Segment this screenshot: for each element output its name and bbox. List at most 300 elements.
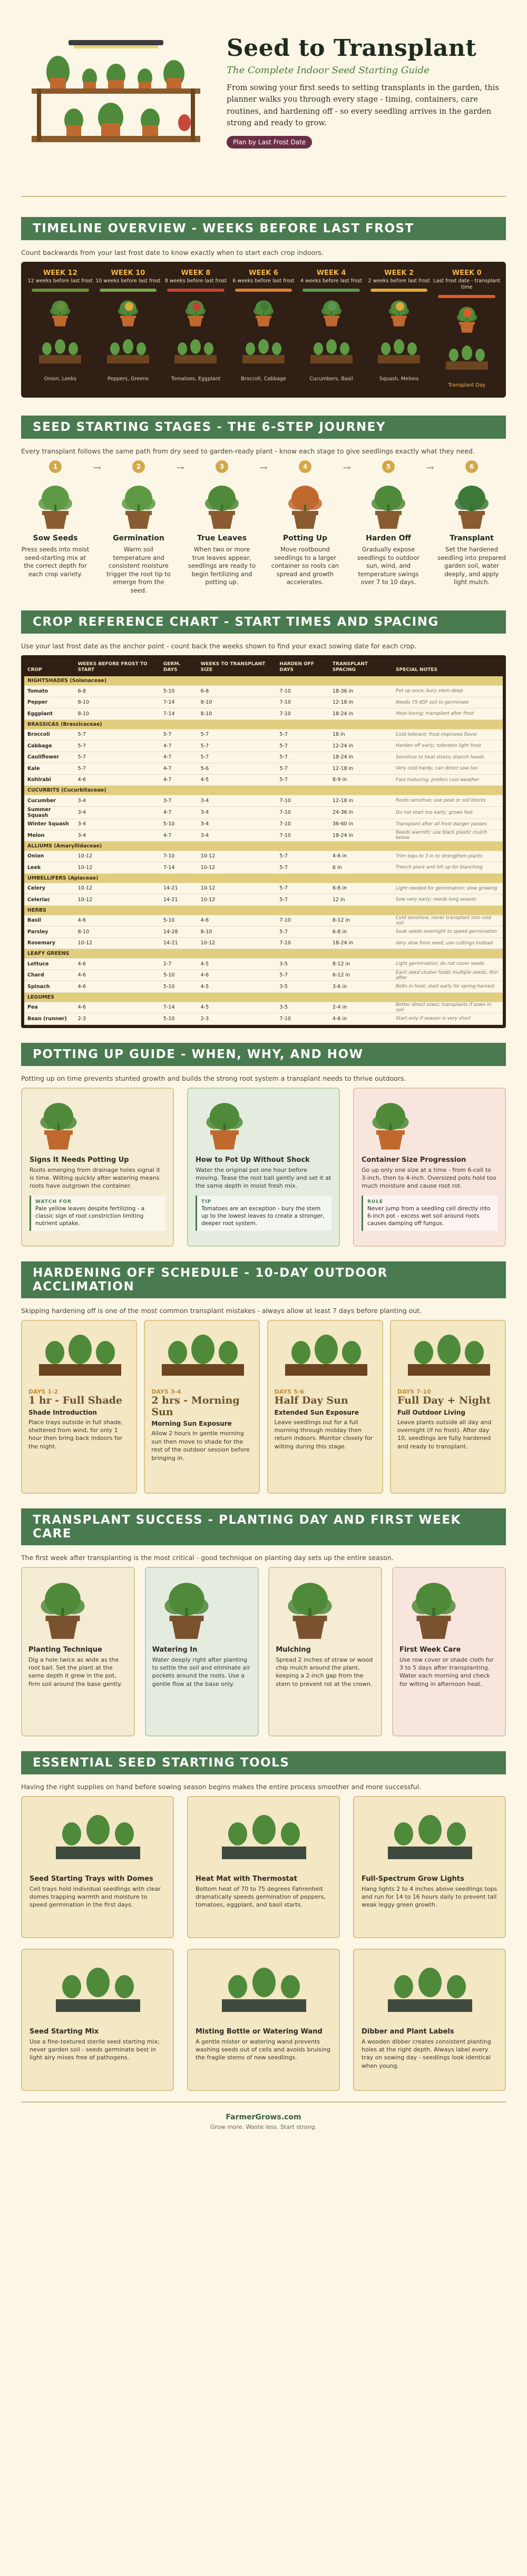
crop-value: 10-12 bbox=[198, 894, 277, 906]
transplant-card bbox=[21, 1567, 135, 1736]
crop-value: 8-12 in bbox=[329, 959, 393, 970]
crop-value: 7-10 bbox=[276, 806, 329, 818]
hardening-text: Leave plants outside all day and overnight (if no frost). After day 10, seedlings are fully hardened and ready to transplant. bbox=[397, 1418, 492, 1450]
crop-value: 5-6 bbox=[198, 763, 277, 775]
crop-value: 5-7 bbox=[276, 741, 329, 752]
arrow-icon: → bbox=[343, 462, 351, 473]
crop-note: Needs 75-85F soil to germinate bbox=[393, 697, 503, 708]
crop-row bbox=[24, 806, 503, 818]
crop-value: 6-8 in bbox=[329, 926, 393, 938]
crop-note: Pot up once; bury stem deep bbox=[393, 686, 503, 697]
crop-value: 5-7 bbox=[276, 894, 329, 906]
crop-value: 3-5 bbox=[276, 1002, 329, 1013]
crop-group-name: HERBS bbox=[24, 905, 503, 915]
timeline-week bbox=[433, 269, 501, 392]
hero-illustration bbox=[21, 25, 211, 157]
crop-fruit-icon bbox=[57, 302, 65, 311]
crop-name: Leek bbox=[24, 862, 75, 874]
crop-value: 18-24 in bbox=[329, 708, 393, 720]
hardening-stage: Full Outdoor Living bbox=[397, 1408, 466, 1416]
hardening-cards bbox=[21, 1320, 506, 1494]
dibber-labels-icon bbox=[362, 1955, 499, 2024]
crop-note: Roots sensitive; use peat or soil blocks bbox=[393, 795, 503, 807]
crop-name: Parsley bbox=[24, 926, 75, 938]
crop-value: 5-10 bbox=[160, 981, 198, 993]
card-illustration bbox=[397, 1326, 499, 1384]
crop-row bbox=[24, 970, 503, 981]
stage-number: 2 bbox=[132, 460, 145, 473]
crop-value: 2-7 bbox=[160, 959, 198, 970]
crop-value: 8-10 bbox=[198, 926, 277, 938]
stage-illustration bbox=[104, 478, 173, 531]
crop-value: 5-10 bbox=[160, 818, 198, 830]
crop-value: 3-4 bbox=[198, 830, 277, 842]
crop-value: 4-5 bbox=[198, 1002, 277, 1013]
garden-plant-icon bbox=[399, 1573, 468, 1642]
hardening-days: DAYS 3-4 bbox=[151, 1388, 181, 1395]
card-text: Hang lights 2 to 4 inches above seedlings tops and run for 14 to 16 hours daily to prevent tall weak leggy green growth. bbox=[362, 1885, 497, 1909]
crop-group-row bbox=[24, 992, 503, 1002]
seed-tray-icon bbox=[162, 339, 230, 371]
crop-value: 5-7 bbox=[276, 774, 329, 786]
crop-value: 5-7 bbox=[75, 729, 160, 741]
crop-value: 5-10 bbox=[160, 915, 198, 926]
timeline-crop: Tomatoes, Eggplant bbox=[171, 376, 221, 382]
crop-heading: CROP REFERENCE CHART - START TIMES AND SPACING bbox=[21, 610, 506, 634]
card-title: Signs It Needs Potting Up bbox=[30, 1156, 129, 1164]
crop-value: 5-7 bbox=[75, 752, 160, 763]
seedling-icon bbox=[365, 296, 433, 333]
stage-card bbox=[437, 460, 506, 595]
seedling-icon bbox=[162, 296, 230, 333]
timeline-week-label: WEEK 8 bbox=[181, 269, 211, 277]
card-text: Use row cover or shade cloth for 3 to 5 days after transplanting. Water each morning and check for wilting in afternoon heat. bbox=[399, 1656, 494, 1687]
tray-icon bbox=[172, 339, 219, 366]
crop-column-header: WEEKS TO TRANSPLANT SIZE bbox=[198, 658, 277, 676]
card-text: A wooden dibber creates consistent planting holes at the right depth. Always label every tray on sowing day - seedlings look identical when young. bbox=[362, 2038, 491, 2069]
crop-group-name: NIGHTSHADES (Solanaceae) bbox=[24, 676, 503, 686]
crop-name: Onion bbox=[24, 851, 75, 862]
stage-card bbox=[104, 460, 173, 595]
timeline-week-bar bbox=[370, 289, 428, 292]
crop-row bbox=[24, 1002, 503, 1013]
potted-plant-icon bbox=[30, 1095, 87, 1152]
crop-value: 8-10 bbox=[75, 926, 160, 938]
crop-value: 2-3 bbox=[75, 1013, 160, 1025]
card-text: Roots emerging from drainage holes signal it is time. Wilting quickly after watering means roots have outgrown the container. bbox=[30, 1166, 160, 1190]
card-title: Seed Starting Mix bbox=[30, 2027, 99, 2036]
crop-name: Eggplant bbox=[24, 708, 75, 720]
crop-name: Lettuce bbox=[24, 959, 75, 970]
crop-value: 5-7 bbox=[276, 862, 329, 874]
crop-group-name: LEGUMES bbox=[24, 992, 503, 1002]
timeline-panel bbox=[21, 262, 506, 398]
timeline-week-label: WEEK 6 bbox=[249, 269, 278, 277]
stage-illustration bbox=[437, 478, 506, 531]
card-title: Watering In bbox=[152, 1645, 198, 1654]
crop-value: 4-5 bbox=[198, 774, 277, 786]
card-illustration bbox=[30, 1095, 165, 1152]
crop-value: 10-12 bbox=[198, 883, 277, 894]
hardening-card bbox=[390, 1320, 506, 1494]
divider bbox=[21, 196, 506, 197]
card-title: Planting Technique bbox=[28, 1645, 102, 1654]
crop-value: 5-10 bbox=[160, 1013, 198, 1025]
crop-note: Cold tolerant; frost improves flavor bbox=[393, 729, 503, 741]
crop-value: 5-7 bbox=[198, 729, 277, 741]
crop-name: Melon bbox=[24, 830, 75, 842]
crop-value: 10-12 bbox=[75, 937, 160, 949]
timeline-week-label: WEEK 0 bbox=[452, 269, 482, 277]
stage-number: 6 bbox=[465, 460, 478, 473]
crop-value: 3-4 bbox=[198, 818, 277, 830]
crop-value: 10-12 bbox=[75, 851, 160, 862]
crop-name: Chard bbox=[24, 970, 75, 981]
stage-title: Transplant bbox=[450, 534, 494, 542]
stages-row bbox=[21, 460, 506, 595]
seedling-tray-icon bbox=[151, 1326, 255, 1384]
card-illustration bbox=[28, 1573, 128, 1642]
footer-brand: FarmerGrows.com bbox=[226, 2113, 301, 2121]
crop-note: Sensitive to heat stress; blanch heads bbox=[393, 752, 503, 763]
card-text: Cell trays hold individual seedlings with clear domes trapping warmth and moisture to speed germination in the first days. bbox=[30, 1885, 161, 1909]
seed-tray-icon bbox=[365, 339, 433, 371]
tray-icon bbox=[36, 339, 84, 366]
hardening-duration: Full Day + Night bbox=[397, 1394, 491, 1406]
crop-value: 14-21 bbox=[160, 937, 198, 949]
stage-plant-icon bbox=[445, 478, 498, 531]
crop-value: 7-14 bbox=[160, 1002, 198, 1013]
crop-value: 4-7 bbox=[160, 830, 198, 842]
stage-number: 4 bbox=[299, 460, 311, 473]
card-illustration bbox=[152, 1573, 251, 1642]
crop-row bbox=[24, 959, 503, 970]
crop-value: 12-18 in bbox=[329, 697, 393, 708]
card-illustration bbox=[362, 1095, 497, 1152]
timeline-week-desc: Last frost date - transplant time bbox=[433, 278, 501, 290]
crop-value: 10-12 bbox=[198, 937, 277, 949]
crop-table-frame bbox=[21, 655, 506, 1028]
arrow-icon: → bbox=[426, 462, 434, 473]
timeline-crop: Broccoli, Cabbage bbox=[241, 376, 286, 382]
crop-value: 14-21 bbox=[160, 894, 198, 906]
crop-value: 4-7 bbox=[160, 752, 198, 763]
crop-note: Cold sensitive; never transplant into cold soil bbox=[393, 915, 503, 926]
tool-card bbox=[187, 1796, 340, 1938]
crop-name: Basil bbox=[24, 915, 75, 926]
tool-illustration bbox=[362, 1802, 497, 1871]
crop-note: Very slow from seed; use cuttings instead bbox=[393, 937, 503, 949]
misting-bottle-icon bbox=[196, 1955, 333, 2024]
crop-row bbox=[24, 981, 503, 993]
crop-value: 18-24 in bbox=[329, 937, 393, 949]
crop-value: 4-6 bbox=[198, 970, 277, 981]
stage-card bbox=[188, 460, 256, 595]
stages-heading: SEED STARTING STAGES - THE 6-STEP JOURNEY bbox=[21, 416, 506, 439]
stage-text: Warm soil temperature and consistent moisture trigger the root tip to emerge from the seed. bbox=[106, 546, 171, 594]
crop-group-row bbox=[24, 905, 503, 915]
tool-illustration bbox=[196, 1955, 331, 2024]
page-subtitle: The Complete Indoor Seed Starting Guide bbox=[227, 65, 430, 76]
seedling-pot-icon bbox=[316, 296, 347, 328]
seedling-icon bbox=[297, 296, 365, 333]
hardening-heading: HARDENING OFF SCHEDULE - 10-DAY OUTDOOR ACCLIMATION bbox=[21, 1261, 506, 1298]
hardening-text: Allow 2 hours in gentle morning sun then move to shade for the rest of the outdoor session before bringing in. bbox=[151, 1430, 250, 1462]
hardening-days: DAYS 1-2 bbox=[28, 1388, 58, 1395]
stage-number: 5 bbox=[382, 460, 395, 473]
crop-group-row bbox=[24, 676, 503, 686]
stage-plant-icon bbox=[112, 478, 165, 531]
crop-value: 4-6 bbox=[75, 774, 160, 786]
card-title: Container Size Progression bbox=[362, 1156, 466, 1164]
transplant-cards bbox=[21, 1567, 506, 1736]
seed-mix-bag-icon bbox=[30, 1955, 167, 2024]
crop-value: 4-5 bbox=[198, 959, 277, 970]
stage-title: Potting Up bbox=[282, 534, 328, 542]
stage-title: Sow Seeds bbox=[33, 534, 78, 542]
crop-row bbox=[24, 774, 503, 786]
timeline-week bbox=[230, 269, 298, 392]
crop-fruit-icon bbox=[192, 302, 201, 311]
timeline-intro: Count backwards from your last frost date to know exactly when to start each crop indoors. bbox=[21, 249, 324, 256]
crop-name: Cucumber bbox=[24, 795, 75, 807]
tip-text: Never jump from a seedling cell directly into 6-inch pot - excess wet soil around roots causes damping off fungus. bbox=[367, 1206, 491, 1227]
timeline-week-desc: 8 weeks before last frost bbox=[164, 278, 227, 284]
transplant-card bbox=[268, 1567, 382, 1736]
crop-value: 8-9 in bbox=[329, 774, 393, 786]
timeline-week-bar bbox=[438, 295, 495, 298]
stage-illustration bbox=[188, 478, 256, 531]
potted-plant-icon bbox=[362, 1095, 419, 1152]
tool-card bbox=[353, 1796, 506, 1938]
crop-value: 7-10 bbox=[276, 915, 329, 926]
timeline-week-bar bbox=[32, 289, 89, 292]
crop-name: Bean (runner) bbox=[24, 1013, 75, 1025]
crop-value: 3-4 bbox=[198, 806, 277, 818]
crop-note: Harden off early; tolerates light frost bbox=[393, 741, 503, 752]
crop-note: Better direct sown; transplants if sown in soil bbox=[393, 1002, 503, 1013]
tool-card bbox=[187, 1949, 340, 2091]
crop-column-header: WEEKS BEFORE FROST TO START bbox=[75, 658, 160, 676]
crop-value: 3-4 bbox=[198, 795, 277, 807]
crop-name: Summer Squash bbox=[24, 806, 75, 818]
card-title: Heat Mat with Thermostat bbox=[196, 1874, 297, 1883]
crop-value: 7-14 bbox=[160, 862, 198, 874]
seed-tray-icon bbox=[297, 339, 365, 371]
crop-row bbox=[24, 1013, 503, 1025]
crop-value: 10-12 bbox=[75, 883, 160, 894]
timeline-crop: Onion, Leeks bbox=[44, 376, 76, 382]
stage-illustration bbox=[354, 478, 423, 531]
tool-illustration bbox=[362, 1955, 497, 2024]
potted-plant-icon bbox=[196, 1095, 253, 1152]
card-text: Go up only one size at a time - from 6-cell to 3-inch, then to 4-inch. Oversized pots hold too much moisture and cause root rot. bbox=[362, 1166, 496, 1190]
stage-text: Press seeds into moist seed-starting mix at the correct depth for each crop variety. bbox=[21, 546, 90, 578]
crop-value: 7-10 bbox=[276, 795, 329, 807]
crop-note: Heat-loving; transplant after frost bbox=[393, 708, 503, 720]
stage-number: 1 bbox=[49, 460, 62, 473]
stage-illustration bbox=[271, 478, 339, 531]
crop-value: 3-6 in bbox=[329, 981, 393, 993]
crop-row bbox=[24, 883, 503, 894]
timeline-week-bar bbox=[100, 289, 157, 292]
timeline-crop: Transplant Day bbox=[448, 382, 486, 388]
crop-name: Celery bbox=[24, 883, 75, 894]
stage-text: Set the hardened seedling into prepared garden soil, water deeply, and apply light mulch. bbox=[437, 546, 506, 586]
tray-icon bbox=[375, 339, 423, 366]
footer-divider bbox=[21, 2101, 506, 2103]
crop-row bbox=[24, 697, 503, 708]
hardening-days: DAYS 7-10 bbox=[397, 1388, 431, 1395]
timeline-week bbox=[365, 269, 433, 392]
stage-title: Germination bbox=[113, 534, 164, 542]
crop-row bbox=[24, 937, 503, 949]
hardening-days: DAYS 5-6 bbox=[274, 1388, 304, 1395]
crop-value: 5-7 bbox=[276, 883, 329, 894]
timeline-week-desc: 10 weeks before last frost bbox=[95, 278, 161, 284]
transplant-card bbox=[145, 1567, 259, 1736]
hardening-card bbox=[267, 1320, 383, 1494]
stage-number: 3 bbox=[216, 460, 228, 473]
crop-value: 5-7 bbox=[276, 970, 329, 981]
tool-card bbox=[21, 1796, 174, 1938]
crop-value: 5-10 bbox=[160, 686, 198, 697]
transplant-card bbox=[392, 1567, 506, 1736]
tip-box bbox=[30, 1196, 165, 1231]
crop-group-name: LEAFY GREENS bbox=[24, 949, 503, 959]
crop-group-row bbox=[24, 719, 503, 729]
crop-value: 3-5 bbox=[276, 959, 329, 970]
seed-tray-icon bbox=[26, 339, 94, 371]
crop-value: 14-21 bbox=[160, 883, 198, 894]
grow-light-icon bbox=[362, 1802, 499, 1871]
transplant-heading: TRANSPLANT SUCCESS - PLANTING DAY AND FIRST WEEK CARE bbox=[21, 1508, 506, 1545]
crop-value: 4-6 bbox=[198, 915, 277, 926]
garden-plant-icon bbox=[152, 1573, 221, 1642]
crop-intro: Use your last frost date as the anchor point - count back the weeks shown to find your exact sowing date for each crop. bbox=[21, 642, 417, 650]
card-illustration bbox=[28, 1326, 130, 1384]
timeline-week bbox=[162, 269, 230, 392]
stage-text: Move rootbound seedlings to a larger container so roots can spread and growth accelerates. bbox=[271, 546, 339, 586]
crop-value: 4-5 bbox=[198, 981, 277, 993]
card-title: How to Pot Up Without Shock bbox=[196, 1156, 310, 1164]
crop-note: Fast maturing; prefers cool weather bbox=[393, 774, 503, 786]
card-illustration bbox=[399, 1573, 499, 1642]
tip-text: Tomatoes are an exception - bury the stem up to the lowest leaves to create a stronger, deeper root system. bbox=[201, 1206, 325, 1227]
crop-value: 5-7 bbox=[276, 752, 329, 763]
hardening-intro: Skipping hardening off is one of the most common transplant mistakes - always allow at least 7 days before planting out. bbox=[21, 1306, 422, 1315]
tools-intro: Having the right supplies on hand before sowing season begins makes the entire process smoother and more successful. bbox=[21, 1782, 422, 1791]
crop-value: 8-10 bbox=[75, 697, 160, 708]
crop-name: Spinach bbox=[24, 981, 75, 993]
crop-name: Rosemary bbox=[24, 937, 75, 949]
seedling-icon bbox=[94, 296, 162, 333]
footer-tagline: Grow more. Waste less. Start strong. bbox=[210, 2123, 317, 2130]
frost-date-badge: Plan by Last Frost Date bbox=[227, 136, 312, 149]
crop-value: 4-7 bbox=[160, 763, 198, 775]
crop-value: 18-24 in bbox=[329, 752, 393, 763]
crop-value: 8-10 bbox=[75, 708, 160, 720]
crop-row bbox=[24, 926, 503, 938]
crop-value: 3-4 bbox=[75, 818, 160, 830]
crop-group-name: BRASSICAS (Brassicaceae) bbox=[24, 719, 503, 729]
arrow-icon: → bbox=[176, 462, 184, 473]
potting-cards bbox=[21, 1088, 506, 1247]
crop-value: 3-4 bbox=[75, 795, 160, 807]
crop-note: Soak seeds overnight to speed germination bbox=[393, 926, 503, 938]
timeline-week-desc: 12 weeks before last frost bbox=[27, 278, 93, 284]
seedling-pot-icon bbox=[112, 296, 144, 328]
hardening-stage: Shade Introduction bbox=[28, 1408, 97, 1416]
crop-value: 4-6 bbox=[75, 915, 160, 926]
crop-row bbox=[24, 862, 503, 874]
crop-group-name: CUCURBITS (Cucurbitaceae) bbox=[24, 786, 503, 795]
seed-tray-dome-icon bbox=[30, 1802, 167, 1871]
card-text: Spread 2 inches of straw or wood chip mulch around the plant, keeping a 2-inch gap from the stem to prevent rot at the crown. bbox=[276, 1656, 373, 1687]
card-illustration bbox=[196, 1095, 331, 1152]
crop-value: 7-10 bbox=[276, 686, 329, 697]
crop-note: Start only if season is very short bbox=[393, 1013, 503, 1025]
crop-value: 12-18 in bbox=[329, 763, 393, 775]
card-title: Mulching bbox=[276, 1645, 311, 1654]
seedling-icon bbox=[433, 302, 501, 339]
stage-plant-icon bbox=[279, 478, 331, 531]
tool-illustration bbox=[30, 1802, 165, 1871]
footer bbox=[21, 2113, 506, 2130]
tray-icon bbox=[240, 339, 287, 366]
crop-row bbox=[24, 894, 503, 906]
crop-group-name: ALLIUMS (Amaryllidaceae) bbox=[24, 841, 503, 851]
potting-heading: POTTING UP GUIDE - WHEN, WHY, AND HOW bbox=[21, 1043, 506, 1066]
crop-value: 10-12 bbox=[198, 862, 277, 874]
crop-value: 8-12 in bbox=[329, 915, 393, 926]
crop-note: Transplant after all frost danger passes bbox=[393, 818, 503, 830]
crop-note: Bolts in heat; start early for spring harvest bbox=[393, 981, 503, 993]
crop-value: 2-4 in bbox=[329, 1002, 393, 1013]
hardening-duration: 2 hrs - Morning Sun bbox=[151, 1394, 240, 1418]
tools-heading: ESSENTIAL SEED STARTING TOOLS bbox=[21, 1751, 506, 1774]
card-illustration bbox=[276, 1573, 375, 1642]
seed-tray-icon bbox=[94, 339, 162, 371]
crop-value: 8-10 bbox=[198, 708, 277, 720]
crop-value: 2-3 bbox=[198, 1013, 277, 1025]
tool-illustration bbox=[30, 1955, 165, 2024]
crop-name: Broccoli bbox=[24, 729, 75, 741]
crop-note: Sow very early; needs long season bbox=[393, 894, 503, 906]
crop-row bbox=[24, 915, 503, 926]
crop-row bbox=[24, 686, 503, 697]
stage-illustration bbox=[21, 478, 90, 531]
crop-row bbox=[24, 752, 503, 763]
hardening-stage: Extended Sun Exposure bbox=[274, 1408, 359, 1416]
seedling-pot-icon bbox=[383, 296, 415, 328]
stage-text: When two or more true leaves appear, seedlings are ready to begin fertilizing and potting up. bbox=[188, 546, 256, 586]
crop-note: Light germination; do not cover seeds bbox=[393, 959, 503, 970]
seedling-tray-icon bbox=[275, 1326, 378, 1384]
crop-note: Light needed for germination; slow growing bbox=[393, 883, 503, 894]
crop-column-header: CROP bbox=[24, 658, 75, 676]
timeline-week-label: WEEK 12 bbox=[43, 269, 77, 277]
stage-card bbox=[354, 460, 423, 595]
arrow-icon: → bbox=[259, 462, 268, 473]
crop-fruit-icon bbox=[260, 302, 269, 311]
crop-row bbox=[24, 741, 503, 752]
transplant-intro: The first week after transplanting is the most critical - good technique on planting day sets up the entire season. bbox=[21, 1553, 394, 1562]
crop-value: 5-7 bbox=[75, 741, 160, 752]
timeline-week-label: WEEK 2 bbox=[384, 269, 414, 277]
hardening-duration: Half Day Sun bbox=[274, 1394, 348, 1406]
potting-card bbox=[353, 1088, 506, 1247]
